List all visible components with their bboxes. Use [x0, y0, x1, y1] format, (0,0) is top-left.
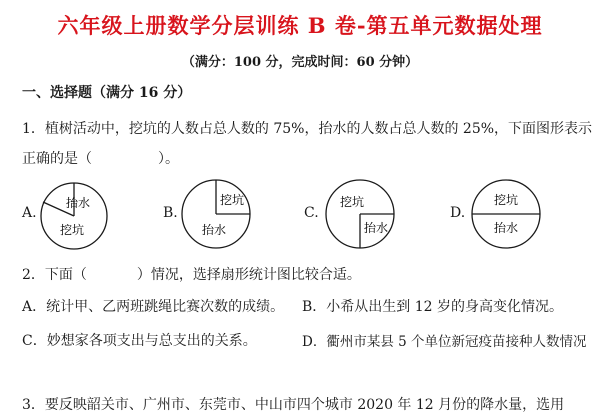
option-c-label: C.	[304, 205, 319, 221]
pie-label-water: 抬水	[364, 221, 389, 235]
pie-label-water: 抬水	[66, 196, 91, 210]
pie-chart-option-d	[468, 176, 544, 252]
q2-prefix: 2．下面（	[22, 267, 87, 283]
question-3-stem: 3．要反映韶关市、广州市、东莞市、中山市四个城市 2020 年 12 月份的降水量，选用	[22, 397, 565, 413]
page-subtitle: （满分：100 分，完成时间：60 分钟）	[181, 55, 419, 70]
option-d-label: D.	[450, 205, 466, 221]
page-title: 六年级上册数学分层训练 B 卷-第五单元数据处理	[57, 13, 543, 38]
question-1-stem-line2	[22, 148, 179, 168]
question-2-option-a: A．统计甲、乙两班跳绳比赛次数的成绩。	[22, 299, 285, 315]
pie-label-dig: 挖坑	[60, 223, 85, 237]
question-2-option-c: C．妙想家各项支出与总支出的关系。	[22, 333, 257, 349]
pie-chart-option-c	[322, 176, 398, 252]
question-2-stem	[22, 264, 361, 284]
pie-label-water: 抬水	[494, 221, 519, 235]
question-2-option-d: D．衢州市某县 5 个单位新冠疫苗接种人数情况	[302, 334, 587, 350]
question-1-stem: 1．植树活动中，挖坑的人数占总人数的 75%，抬水的人数占总人数的 25%，下面图形表示	[22, 121, 593, 137]
option-a-label: A.	[22, 205, 37, 221]
q1-prefix: 正确的是（	[22, 151, 92, 167]
pie-label-water: 抬水	[202, 223, 227, 237]
section-heading: 一、选择题（满分 16 分）	[22, 85, 192, 101]
q2-suffix: ）情况，选择扇形统计图比较合适。	[136, 267, 361, 283]
question-2-option-b: B．小希从出生到 12 岁的身高变化情况。	[302, 299, 564, 315]
option-b-label: B.	[163, 205, 178, 221]
pie-label-dig: 挖坑	[340, 195, 365, 209]
pie-label-dig: 挖坑	[220, 193, 245, 207]
q1-suffix: ）。	[158, 151, 179, 167]
pie-chart-option-a	[38, 180, 110, 252]
pie-chart-option-b	[178, 176, 254, 252]
pie-label-dig: 挖坑	[494, 193, 519, 207]
